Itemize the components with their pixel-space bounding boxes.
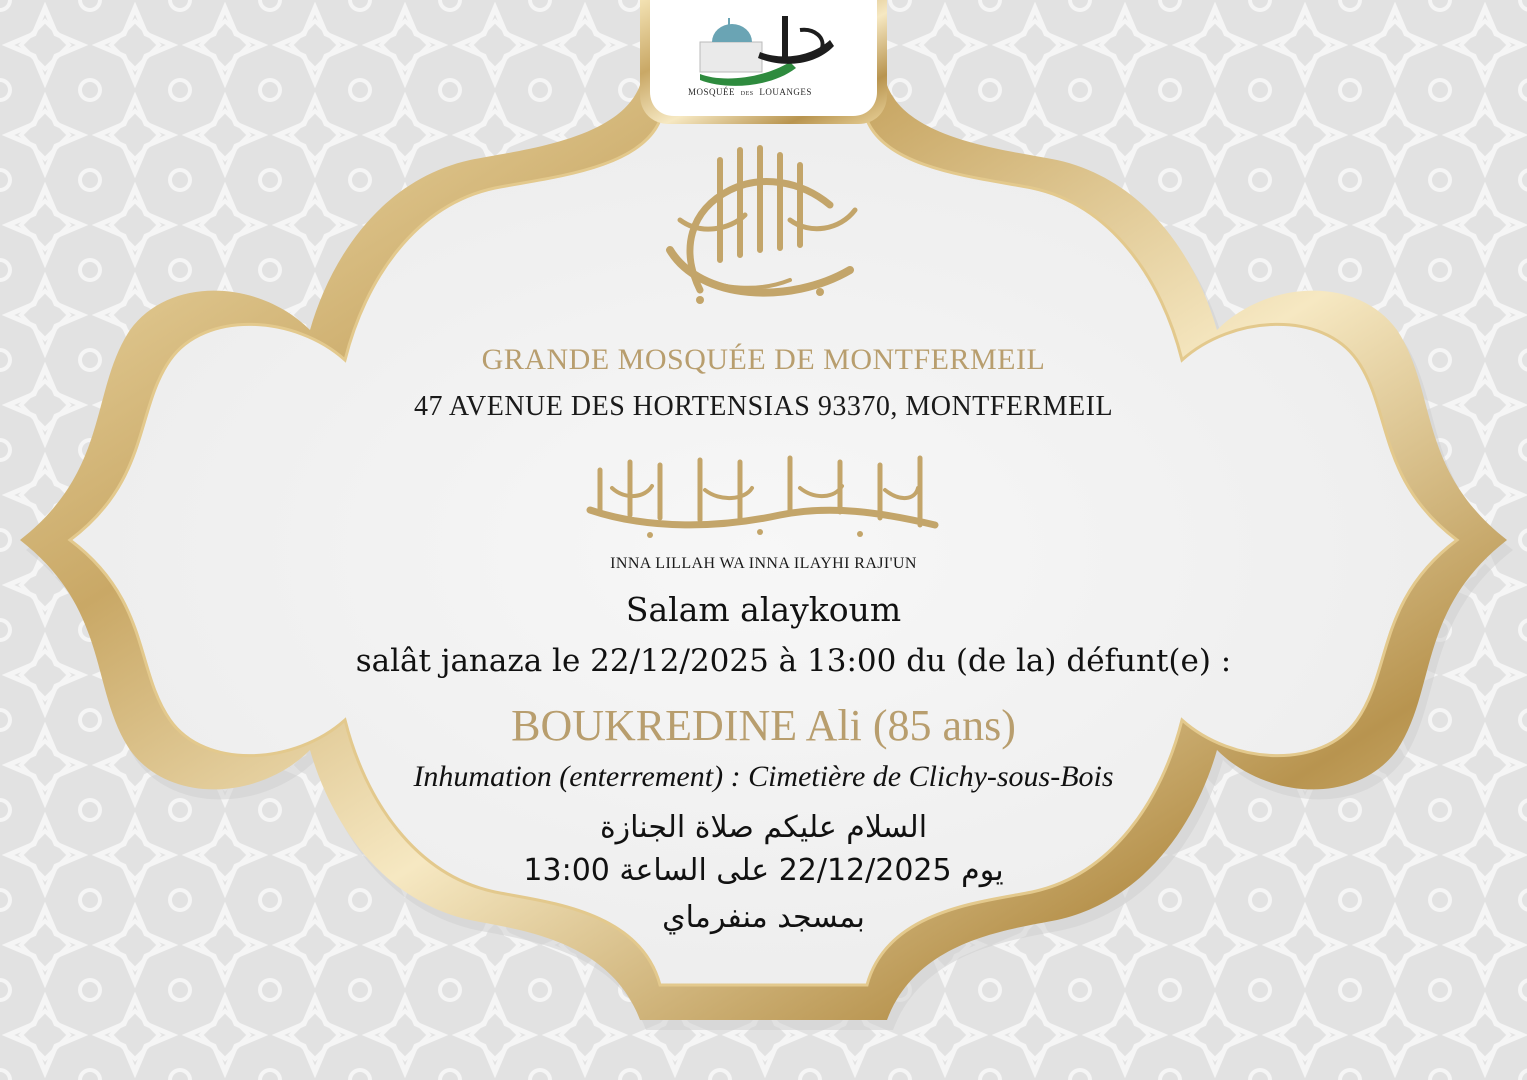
prayer-details: salât janaza le 22/12/2025 à 13:00 du (de la) défunt(e) : bbox=[355, 643, 1232, 679]
mosque-name: GRANDE MOSQUÉE DE MONTFERMEIL bbox=[481, 343, 1046, 376]
deceased-name: BOUKREDINE Ali (85 ans) bbox=[511, 701, 1016, 750]
burial-info: Inhumation (enterrement) : Cimetière de Clichy-sous-Bois bbox=[413, 760, 1114, 793]
arabic-date-time: يوم 22/12/2025 على الساعة 13:00 bbox=[523, 853, 1004, 888]
arabic-location: بمسجد منفرماي bbox=[662, 900, 865, 935]
greeting: Salam alaykoum bbox=[625, 590, 902, 629]
mosque-address: 47 AVENUE DES HORTENSIAS 93370, MONTFERMEIL bbox=[413, 391, 1114, 422]
logo-small: DES bbox=[740, 91, 754, 97]
arabic-greeting: السلام عليكم صلاة الجنازة bbox=[599, 810, 928, 845]
logo-name: MOSQUÉE bbox=[688, 87, 736, 97]
inna-transliteration: INNA LILLAH WA INNA ILAYHI RAJI'UN bbox=[610, 555, 917, 572]
logo-name2: LOUANGES bbox=[759, 87, 812, 97]
